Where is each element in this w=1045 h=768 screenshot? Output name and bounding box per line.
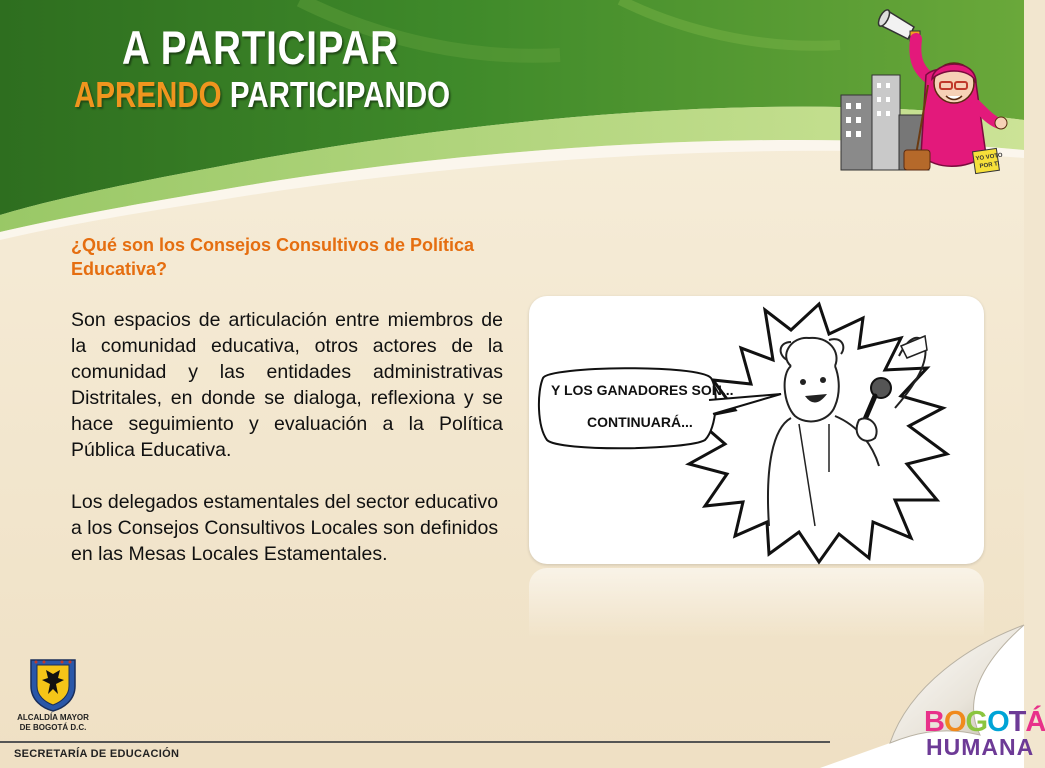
paragraph-definition: Son espacios de articulación entre miembros de la comunidad educativa, otros actores de la comunidad y las entidades administrativas Distritales, en donde se dialoga, reflexiona y se hace seguimiento y evaluación a la Política Pública Educativa. [71,309,503,461]
alcaldia-label: ALCALDÍA MAYOR DE BOGOTÁ D.C. [17,713,89,732]
question-heading: ¿Qué son los Consejos Consultivos de Política Educativa? [71,235,475,279]
svg-text:POR TI: POR TI [979,161,1001,170]
page-title: A PARTICIPAR [122,21,399,74]
bogota-crest-icon [28,656,78,712]
paragraph-delegados: Los delegados estamentales del sector educativo a los Consejos Consultivos Locales son definidos en las Mesas Locales Estamentales. [71,491,499,565]
sign-text: YO VOTO [975,152,1004,163]
page-subtitle [74,74,450,116]
bogota-logo: BOGOTÁ [924,706,1045,738]
speech-line-1: Y LOS GANADORES SON... [551,382,734,398]
humana-logo: HUMANA [926,734,1035,760]
subtitle-aprendo: APRENDO [74,74,222,115]
secretaria-label: SECRETARÍA DE EDUCACIÓN [14,748,180,760]
cartoon-character-with-megaphone [836,5,1016,190]
comic-illustration [529,296,984,564]
footer-divider [0,741,830,743]
subtitle-participando: PARTICIPANDO [229,74,451,115]
comic-panel [529,296,984,564]
main-text-block [71,233,503,567]
speech-line-2: CONTINUARÁ... [587,414,693,430]
